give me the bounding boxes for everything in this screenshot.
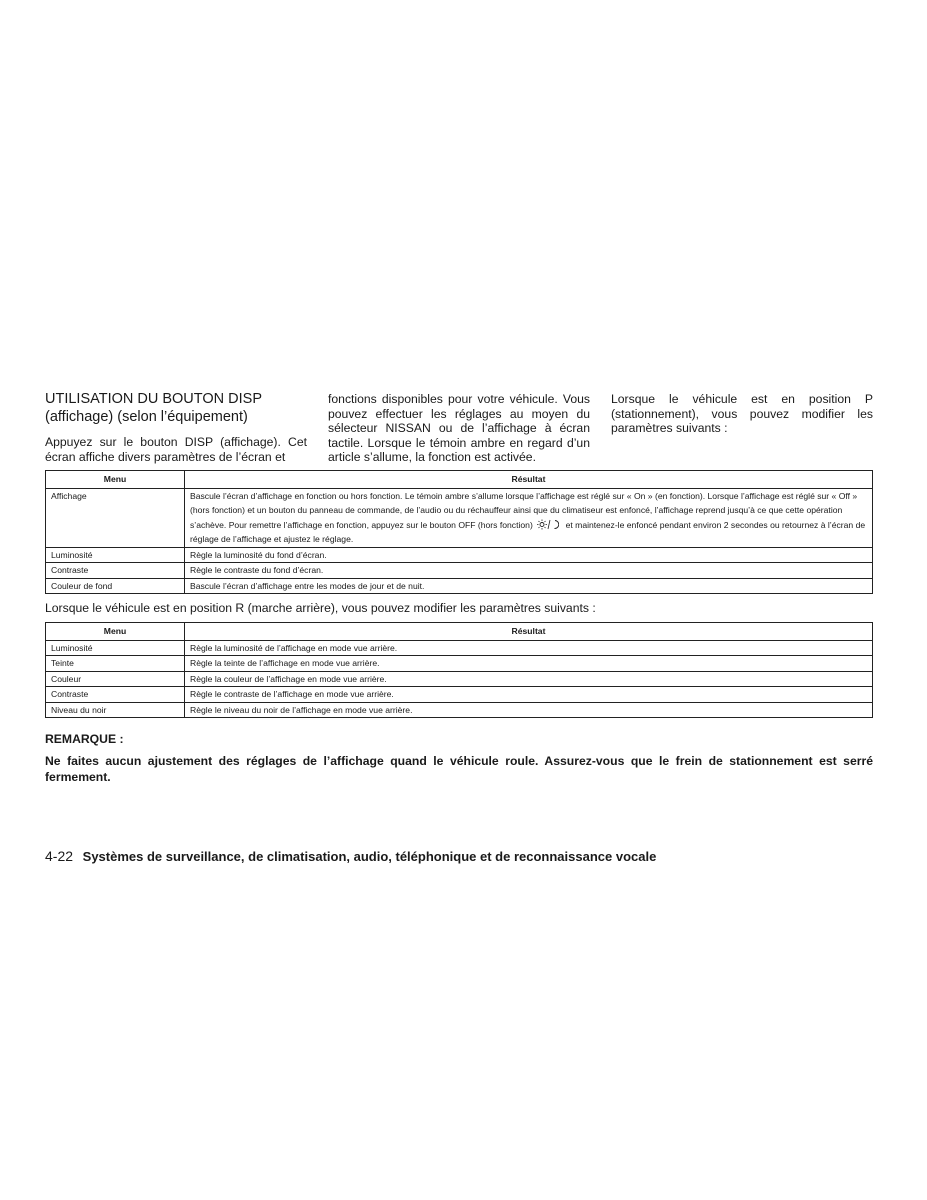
table-row: [46, 488, 873, 547]
note-title: REMARQUE :: [45, 732, 124, 746]
intro-paragraph-3: Lorsque le véhicule est en position P (stationnement), vous pouvez modifier les paramètres suivants :: [611, 392, 873, 435]
note-text: Ne faites aucun ajustement des réglages de l’affichage quand le véhicule roule. Assurez-vous que le frein de stationnement est serré fermement.: [45, 754, 873, 784]
result-text: Bascule l’écran d’affichage en fonction ou hors fonction. Le témoin ambre s’allume lorsque l’affichage est réglé sur « On » (en fonction). Lorsque l’affichage est réglé sur « Off » (hors fonction) et un bouton du panneau de commande, de l’audio ou du réchauffeur ainsi que du climatiseur est enfoncé, l’affichage reprend jusqu’à ce que cette opération s’achève. Pour remettre l’affichage en fonction, appuyez sur le bouton OFF (hors fonction): [190, 490, 858, 530]
result-cell: Règle la couleur de l’affichage en mode vue arrière.: [185, 671, 873, 687]
sun-moon-icon: [537, 519, 559, 530]
page-number: 4-22: [45, 848, 74, 864]
menu-cell: Niveau du noir: [46, 702, 185, 718]
table-row: [46, 671, 873, 687]
reverse-position-paragraph: Lorsque le véhicule est en position R (marche arrière), vous pouvez modifier les paramètres suivants :: [45, 601, 596, 615]
result-cell: Règle la luminosité du fond d’écran.: [185, 547, 873, 563]
menu-cell: Affichage: [46, 488, 185, 547]
table-row: [46, 656, 873, 672]
menu-cell: Contraste: [46, 687, 185, 703]
result-column-header: Résultat: [185, 623, 873, 641]
table-row: [46, 640, 873, 656]
menu-cell: Couleur de fond: [46, 578, 185, 594]
result-cell: Règle le contraste de l’affichage en mode vue arrière.: [185, 687, 873, 703]
table-header-row: [46, 623, 873, 641]
result-cell: Règle le contraste du fond d’écran.: [185, 563, 873, 579]
park-settings-table: [45, 470, 873, 594]
result-cell: [185, 488, 873, 547]
section-title: UTILISATION DU BOUTON DISP: [45, 391, 262, 407]
section-subtitle: (affichage) (selon l’équipement): [45, 409, 248, 425]
intro-paragraph-1: Appuyez sur le bouton DISP (affichage). Cet écran affiche divers paramètres de l’écran et: [45, 435, 307, 464]
result-cell: Règle le niveau du noir de l’affichage en mode vue arrière.: [185, 702, 873, 718]
section-heading: [45, 390, 315, 426]
menu-column-header: Menu: [46, 471, 185, 489]
reverse-settings-table: [45, 622, 873, 718]
result-cell: Bascule l’écran d’affichage entre les modes de jour et de nuit.: [185, 578, 873, 594]
intro-paragraph-2: fonctions disponibles pour votre véhicule. Vous pouvez effectuer les réglages au moyen du sélecteur NISSAN ou de l’affichage à écran tactile. Lorsque le témoin ambre en regard d’un article s’allume, la fonction est activée.: [328, 392, 590, 464]
footer-section-title: Systèmes de surveillance, de climatisation, audio, téléphonique et de reconnaissance vocale: [82, 849, 657, 864]
page-footer: [45, 848, 656, 864]
table-row: [46, 547, 873, 563]
menu-cell: Teinte: [46, 656, 185, 672]
menu-column-header: Menu: [46, 623, 185, 641]
menu-cell: Luminosité: [46, 640, 185, 656]
menu-cell: Couleur: [46, 671, 185, 687]
table-row: [46, 687, 873, 703]
table-row: [46, 702, 873, 718]
result-column-header: Résultat: [185, 471, 873, 489]
result-cell: Règle la luminosité de l’affichage en mode vue arrière.: [185, 640, 873, 656]
menu-cell: Contraste: [46, 563, 185, 579]
table-row: [46, 578, 873, 594]
table-header-row: [46, 471, 873, 489]
menu-cell: Luminosité: [46, 547, 185, 563]
result-cell: Règle la teinte de l’affichage en mode vue arrière.: [185, 656, 873, 672]
table-row: [46, 563, 873, 579]
result-text-continued: et maintenez-le enfoncé pendant environ 2 secondes ou retournez à l’écran de réglage de l’affichage et ajustez le réglage.: [190, 519, 866, 544]
